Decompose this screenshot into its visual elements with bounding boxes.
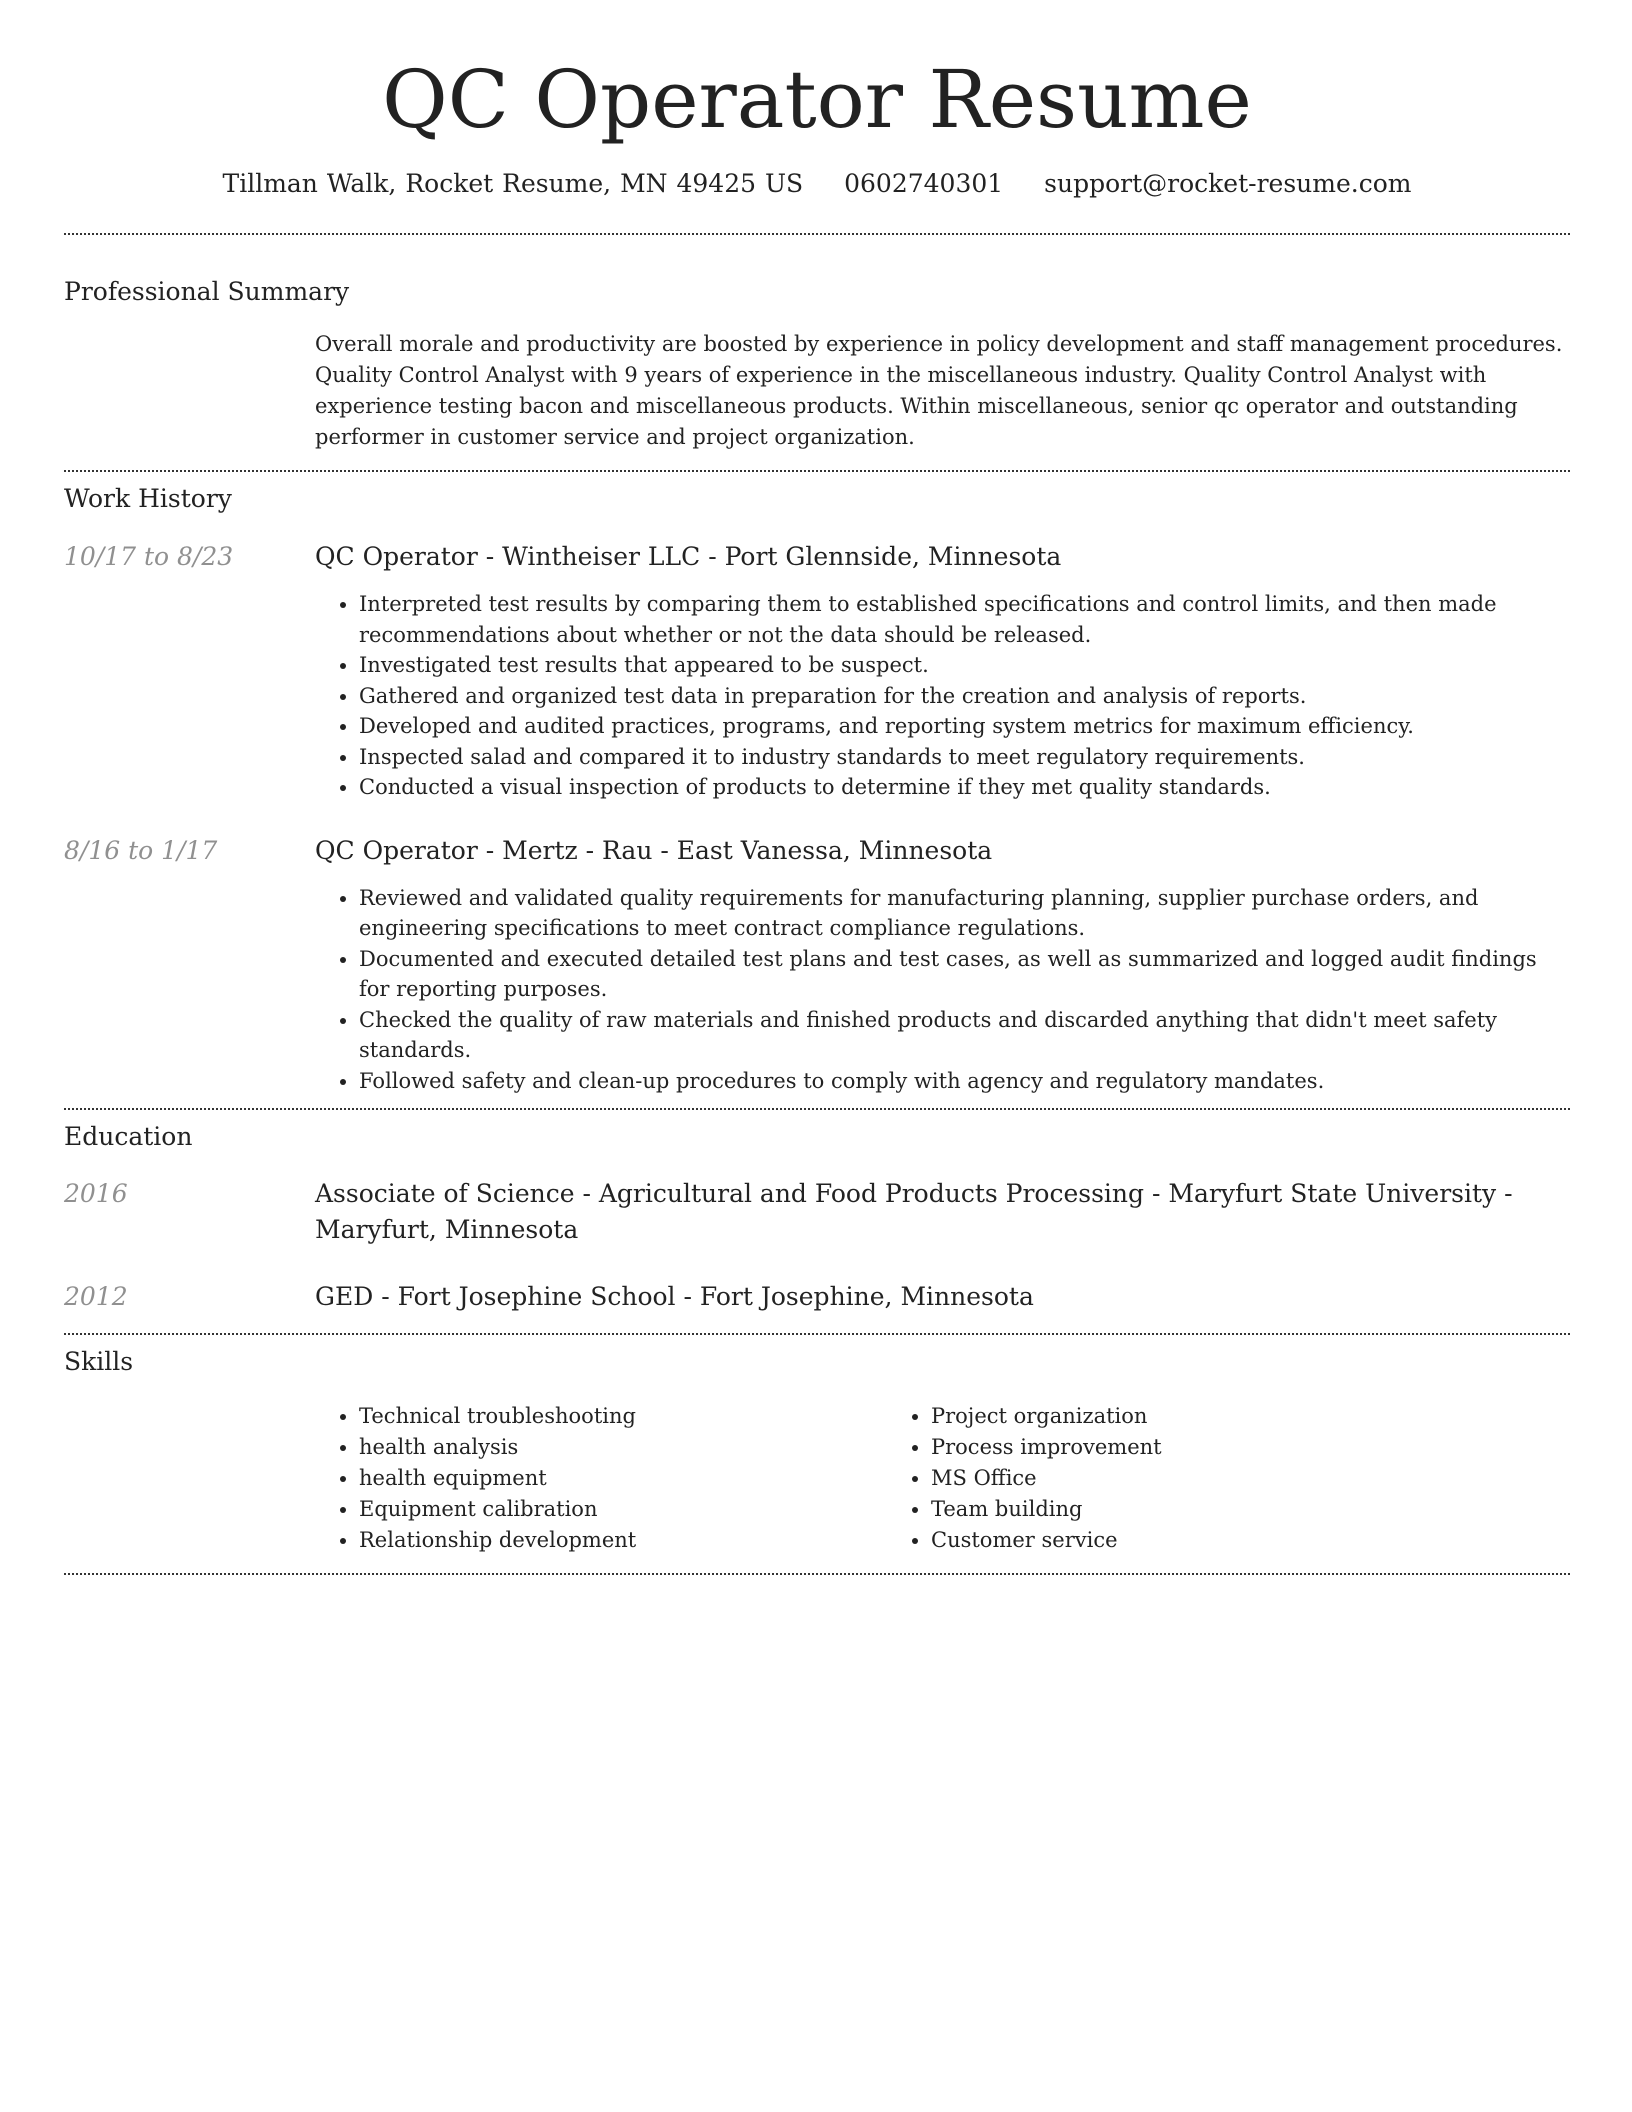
job-bullets xyxy=(315,589,1570,803)
skill-item: • health equipment xyxy=(359,1463,887,1494)
list-item: • Gathered and organized test data in preparation for the creation and analysis of reports. xyxy=(359,681,1570,712)
summary-text: Overall morale and productivity are boosted by experience in policy development and staff management procedures. Quality Control Analyst with 9 years of experience in the miscellaneous industry. Quality Control Analyst with experience testing bacon and miscellaneous products. Within miscellaneous, senior qc operator and outstanding performer in customer service and project organization. xyxy=(315,332,1563,449)
skill-item: • Customer service xyxy=(931,1525,1459,1556)
education-year: 2012 xyxy=(64,1282,128,1311)
divider xyxy=(64,470,1570,472)
job-title: QC Operator - Wintheiser LLC - Port Glennside, Minnesota xyxy=(315,542,1062,571)
list-item: • Developed and audited practices, programs, and reporting system metrics for maximum efficiency. xyxy=(359,711,1570,742)
section-heading-work: Work History xyxy=(64,484,232,513)
education-title: Associate of Science - Agricultural and Food Products Processing - Maryfurt State University - Maryfurt, Minnesota xyxy=(315,1179,1513,1244)
education-year: 2016 xyxy=(64,1179,128,1208)
skill-item: • Relationship development xyxy=(359,1525,887,1556)
summary-section xyxy=(64,275,1570,453)
skill-item: • Process improvement xyxy=(931,1432,1459,1463)
job-entry xyxy=(64,833,1570,1097)
education-entry xyxy=(64,1279,1570,1315)
job-entry xyxy=(64,539,1570,803)
education-title: GED - Fort Josephine School - Fort Josephine, Minnesota xyxy=(315,1282,1034,1311)
contact-address: Tillman Walk, Rocket Resume, MN 49425 US xyxy=(222,169,804,198)
job-title: QC Operator - Mertz - Rau - East Vanessa, Minnesota xyxy=(315,835,993,865)
list-item: • Reviewed and validated quality requirements for manufacturing planning, supplier purchase orders, and engineering specifications to meet contract compliance regulations. xyxy=(359,883,1570,944)
skill-item: • MS Office xyxy=(931,1463,1459,1494)
skill-item: • Equipment calibration xyxy=(359,1494,887,1525)
education-section xyxy=(64,1120,1570,1315)
skill-item: • Team building xyxy=(931,1494,1459,1525)
list-item: • Followed safety and clean-up procedures to comply with agency and regulatory mandates. xyxy=(359,1066,1570,1097)
section-heading-summary: Professional Summary xyxy=(64,277,350,306)
resume-title: QC Operator Resume xyxy=(382,53,1252,146)
contact-line xyxy=(64,166,1570,202)
skill-item: • Project organization xyxy=(931,1401,1459,1432)
contact-email: support@rocket-resume.com xyxy=(1044,169,1412,198)
contact-phone: 0602740301 xyxy=(844,169,1004,198)
divider xyxy=(64,233,1570,235)
section-heading-education: Education xyxy=(64,1122,193,1151)
job-bullets xyxy=(315,883,1570,1097)
skill-item: • Technical troubleshooting xyxy=(359,1401,887,1432)
education-entry xyxy=(64,1176,1570,1248)
list-item: • Interpreted test results by comparing them to established specifications and control limits, and then made recommendations about whether or not the data should be released. xyxy=(359,589,1570,650)
job-dates: 8/16 to 1/17 xyxy=(64,835,218,865)
list-item: • Investigated test results that appeared to be suspect. xyxy=(359,650,1570,681)
skills-section xyxy=(64,1345,1570,1556)
list-item: • Conducted a visual inspection of products to determine if they met quality standards. xyxy=(359,772,1570,803)
list-item: • Inspected salad and compared it to industry standards to meet regulatory requirements. xyxy=(359,742,1570,773)
list-item: • Documented and executed detailed test plans and test cases, as well as summarized and logged audit findings for reporting purposes. xyxy=(359,944,1570,1005)
work-history-section xyxy=(64,482,1570,1096)
section-heading-skills: Skills xyxy=(64,1347,134,1376)
divider xyxy=(64,1108,1570,1110)
resume-page xyxy=(64,0,1570,1575)
skill-item: • health analysis xyxy=(359,1432,887,1463)
skills-list-left xyxy=(315,1401,887,1556)
divider xyxy=(64,1333,1570,1335)
divider xyxy=(64,1573,1570,1575)
list-item: • Checked the quality of raw materials and finished products and discarded anything that didn't meet safety standards. xyxy=(359,1005,1570,1066)
skills-list-right xyxy=(887,1401,1459,1556)
job-dates: 10/17 to 8/23 xyxy=(64,542,234,571)
